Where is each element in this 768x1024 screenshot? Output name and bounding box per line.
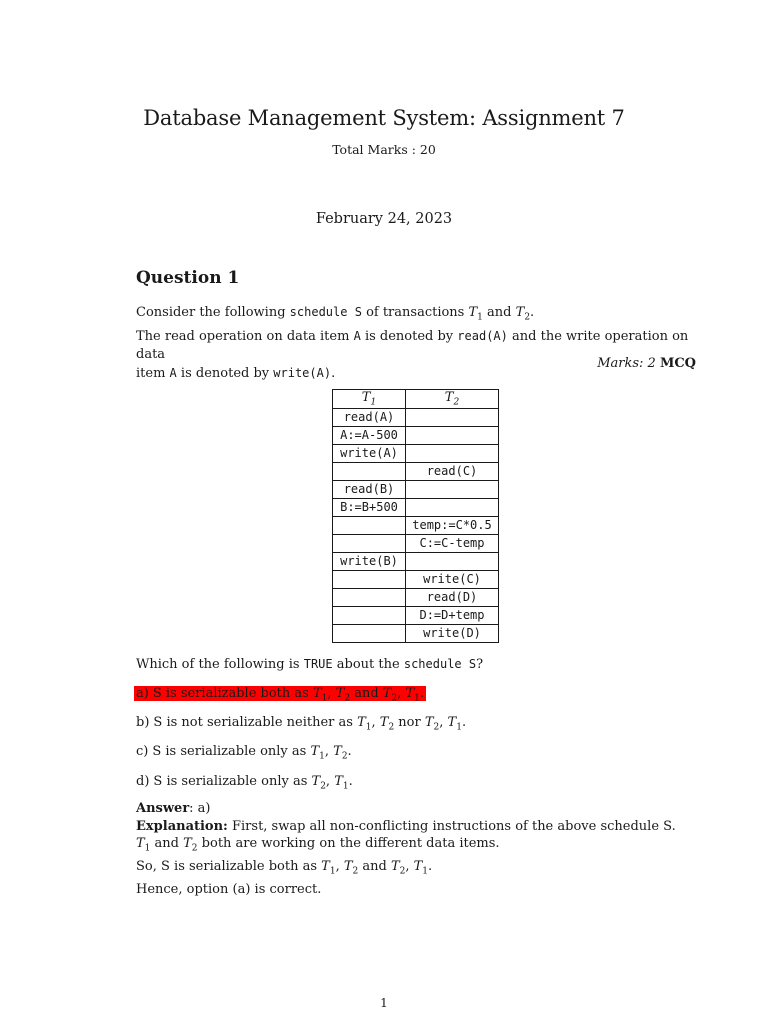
table-row xyxy=(333,552,499,570)
question-prompt: Which of the following is TRUE about the schedule S? xyxy=(136,657,484,672)
intro-line-3: item A is denoted by write(A). xyxy=(136,365,336,381)
marks-label: Marks: 2 xyxy=(597,356,656,371)
explanation-line-2: $T_1$ and $T_2$ both are working on the different data items. xyxy=(136,836,500,854)
cell-t2: read(D) xyxy=(406,588,499,606)
table-row xyxy=(333,480,499,498)
table-row xyxy=(333,444,499,462)
cell-t1 xyxy=(333,588,406,606)
table-row xyxy=(333,516,499,534)
intro-line-1: Consider the following schedule S of transactions $T_1$ and $T_2$. xyxy=(136,305,535,323)
cell-t1 xyxy=(333,534,406,552)
table-row xyxy=(333,570,499,588)
cell-t1: read(B) xyxy=(333,480,406,498)
cell-t2 xyxy=(406,480,499,498)
cell-t1 xyxy=(333,570,406,588)
cell-t2: C:=C-temp xyxy=(406,534,499,552)
cell-t2: temp:=C*0.5 xyxy=(406,516,499,534)
cell-t2 xyxy=(406,444,499,462)
cell-t1: read(A) xyxy=(333,408,406,426)
document-title: Database Management System: Assignment 7 xyxy=(143,106,625,130)
table-row xyxy=(333,462,499,480)
cell-t1: write(B) xyxy=(333,552,406,570)
cell-t1: B:=B+500 xyxy=(333,498,406,516)
page-number: 1 xyxy=(380,996,388,1010)
marks-line xyxy=(597,356,696,371)
option-b[interactable]: b) S is not serializable neither as $T_1$, $T_2$ nor $T_2$, $T_1$. xyxy=(136,715,467,733)
cell-t2 xyxy=(406,498,499,516)
cell-t1 xyxy=(333,624,406,642)
cell-t2: write(D) xyxy=(406,624,499,642)
cell-t1 xyxy=(333,516,406,534)
table-row xyxy=(333,426,499,444)
total-marks: Total Marks : 20 xyxy=(332,142,436,157)
table-row xyxy=(333,408,499,426)
explanation-line-4: Hence, option (a) is correct. xyxy=(136,882,322,898)
cell-t2 xyxy=(406,408,499,426)
answer-block xyxy=(136,800,736,899)
table-header-row xyxy=(333,390,499,409)
table-row xyxy=(333,624,499,642)
option-a[interactable] xyxy=(136,685,426,708)
table-row xyxy=(333,498,499,516)
option-d[interactable]: d) S is serializable only as $T_2$, $T_1$. xyxy=(136,774,353,792)
cell-t2: read(C) xyxy=(406,462,499,480)
option-c[interactable]: c) S is serializable only as $T_1$, $T_2$. xyxy=(136,744,352,762)
question-heading: Question 1 xyxy=(136,268,240,288)
cell-t2: D:=D+temp xyxy=(406,606,499,624)
table-row xyxy=(333,588,499,606)
question-type: MCQ xyxy=(659,356,696,371)
intro-line-2: The read operation on data item A is denoted by read(A) and the write operation on data xyxy=(136,328,689,362)
cell-t1 xyxy=(333,462,406,480)
document-date: February 24, 2023 xyxy=(315,211,453,227)
cell-t2 xyxy=(406,426,499,444)
header-t2: $T_2$ xyxy=(406,390,499,409)
cell-t2: write(C) xyxy=(406,570,499,588)
explanation-line-3: So, S is serializable both as $T_1$, $T_2$ and $T_2$, $T_1$. xyxy=(136,859,433,877)
cell-t1: A:=A-500 xyxy=(333,426,406,444)
answer-line: Answer: a) xyxy=(136,801,211,816)
cell-t1 xyxy=(333,606,406,624)
table-row xyxy=(333,606,499,624)
cell-t1: write(A) xyxy=(333,444,406,462)
header-t1: $T_1$ xyxy=(333,390,406,409)
option-a-highlight: a) S is serializable both as $T_1$, $T_2$ and $T_2$, $T_1$. xyxy=(136,686,424,704)
explanation-line-1: Explanation: First, swap all non-conflicting instructions of the above schedule S. xyxy=(136,818,676,834)
schedule-table xyxy=(332,389,499,643)
table-row xyxy=(333,534,499,552)
cell-t2 xyxy=(406,552,499,570)
